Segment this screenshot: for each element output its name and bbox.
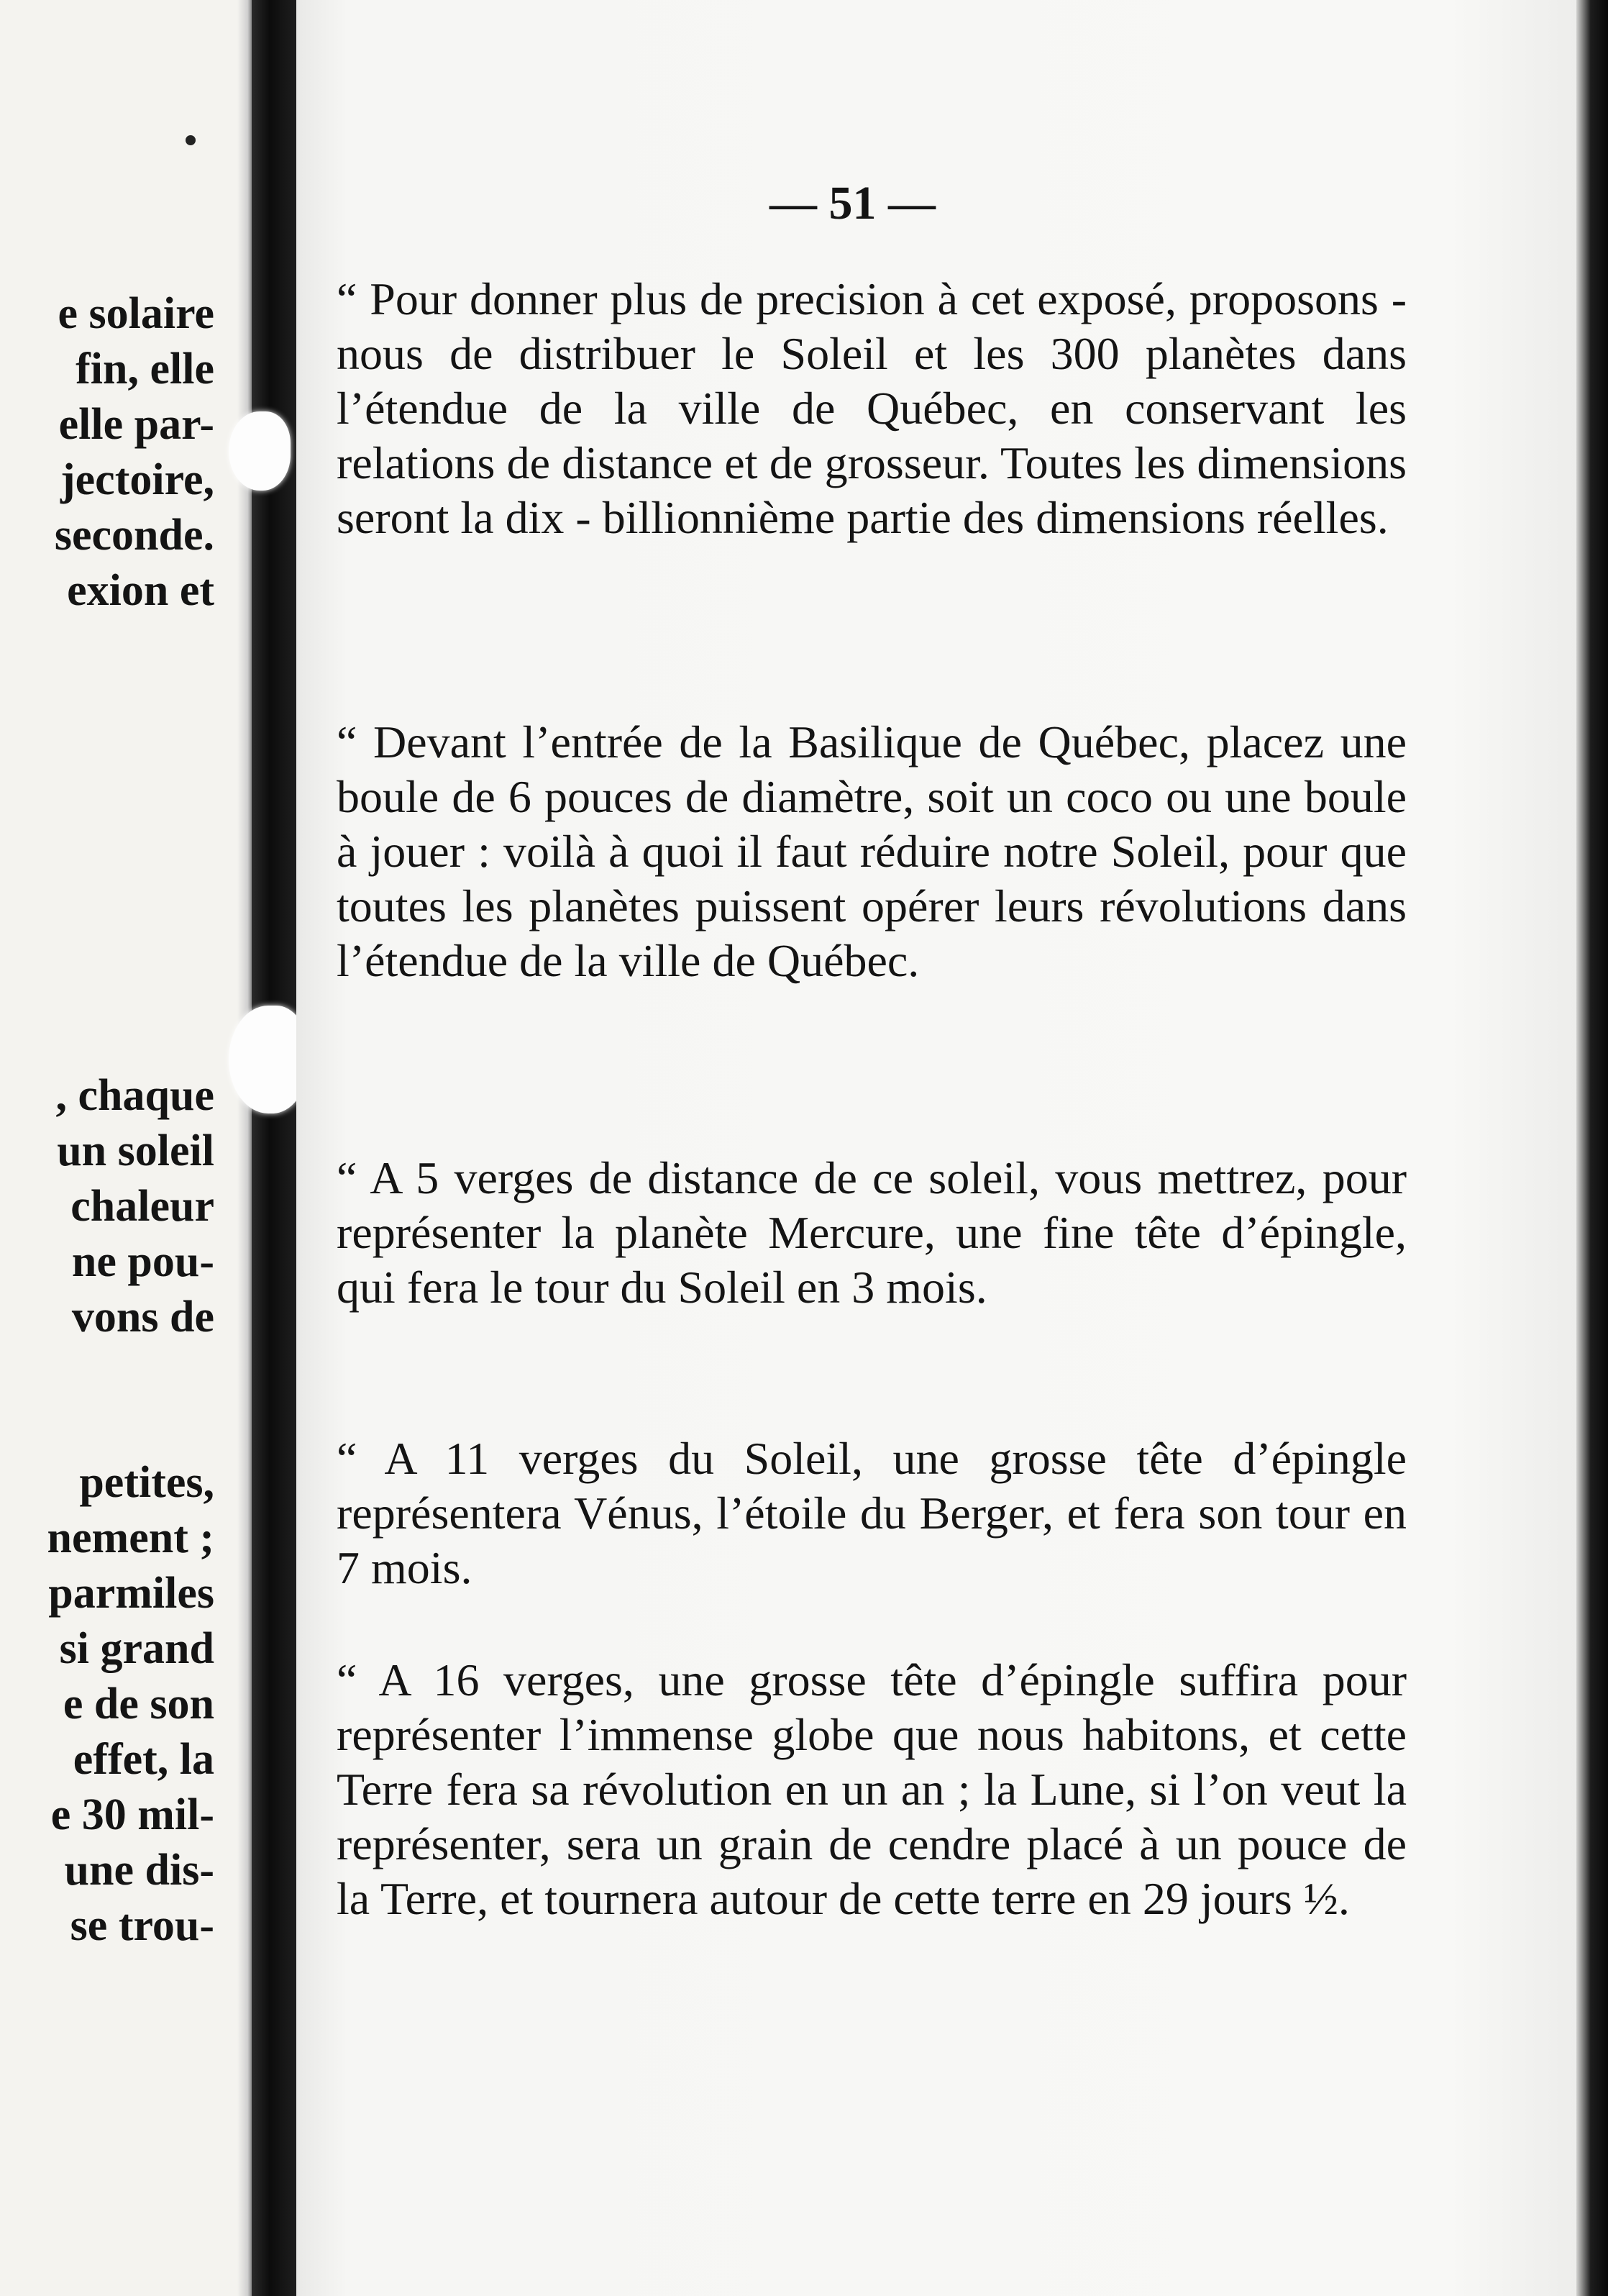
left-page-line: se trou-	[70, 1901, 214, 1950]
left-page-line: e de son	[63, 1680, 214, 1728]
ink-dot	[186, 135, 196, 145]
left-page-line: une dis-	[64, 1846, 214, 1895]
left-page-line: elle par-	[58, 400, 214, 449]
paper-tab	[229, 411, 291, 491]
left-page-line: jectoire,	[60, 455, 214, 504]
book-gutter	[252, 0, 296, 2296]
left-page-line: , chaque	[55, 1071, 214, 1120]
left-page-line: fin, elle	[76, 345, 214, 393]
left-page-line: nement ;	[47, 1513, 214, 1562]
left-page-line: seconde.	[54, 511, 214, 560]
left-page-fragment	[0, 0, 252, 2296]
paragraph-2: “ Devant l’entrée de la Basilique de Québec, placez une boule de 6 pouces de diamètre, soit un coco ou une boule à jouer : voilà à quoi il faut réduire notre Soleil, pour que toutes les planètes puissent opérer leurs révolutions dans l’étendue de la ville de Québec.	[337, 716, 1407, 986]
left-page-line: ne pou-	[71, 1237, 214, 1286]
left-page-line: vons de	[71, 1293, 214, 1341]
paragraph-4: “ A 11 verges du Soleil, une grosse tête d’épingle représentera Vénus, l’étoile du Berger, et fera son tour en 7 mois.	[337, 1433, 1407, 1593]
left-page-line: parmiles	[48, 1569, 214, 1618]
left-page-line: un soleil	[57, 1126, 214, 1175]
paragraph-1: “ Pour donner plus de precision à cet exposé, proposons - nous de distribuer le Soleil et les 300 planètes dans l’étendue de la ville de Québec, en conservant les relations de distance et de grosseur. Toutes les dimensions seront la dix - billionnième partie des dimensions réelles.	[337, 273, 1407, 543]
paragraph-3: “ A 5 verges de distance de ce soleil, vous mettrez, pour représenter la planète Mercure, une fine tête d’épingle, qui fera le tour du Soleil en 3 mois.	[337, 1152, 1407, 1313]
left-page-line: effet, la	[73, 1735, 214, 1784]
left-page-line: si grand	[59, 1624, 214, 1673]
page-number: — 51 —	[769, 177, 936, 229]
left-page-line: petites,	[79, 1458, 214, 1507]
left-page-line: e solaire	[58, 289, 214, 338]
paragraph-5: “ A 16 verges, une grosse tête d’épingle suffira pour représenter l’immense globe que nous habitons, et cette Terre fera sa révolution en un an ; la Lune, si l’on veut la représenter, sera un grain de cendre placé à un pouce de la Terre, et tournera autour de cette terre en 29 jours ½.	[337, 1654, 1407, 1924]
left-page-line: chaleur	[70, 1182, 214, 1231]
left-page-line: exion et	[67, 566, 214, 615]
right-page-edge	[1576, 0, 1608, 2296]
left-page-line: e 30 mil-	[50, 1790, 214, 1839]
